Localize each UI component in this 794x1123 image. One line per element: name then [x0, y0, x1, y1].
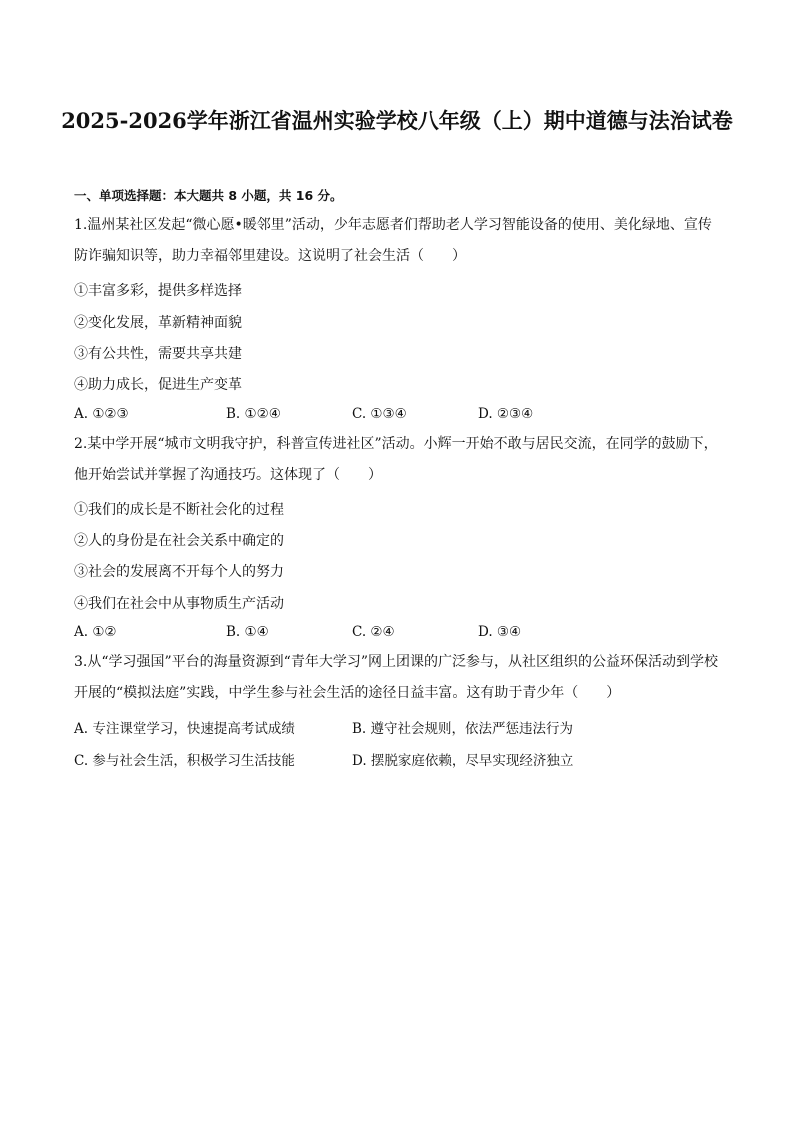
section-heading: 一、单项选择题：本大题共 8 小题，共 16 分。 — [74, 188, 343, 203]
question-3-option-b[interactable]: B. 遵守社会规则，依法严惩违法行为 — [352, 721, 574, 737]
question-2-option-d[interactable]: D. ③④ — [478, 624, 522, 640]
question-1-item-2: ②变化发展，革新精神面貌 — [74, 315, 242, 331]
question-2-item-1: ①我们的成长是不断社会化的过程 — [74, 502, 284, 518]
exam-title: 2025-2026学年浙江省温州实验学校八年级（上）期中道德与法治试卷 — [61, 108, 733, 133]
question-3-stem: 3.从“学习强国”平台的海量资源到“青年大学习”网上团课的广泛参与，从社区组织的公益环保活动到学校开展的“模拟法庭”实践，中学生参与社会生活的途径日益丰富。这有助于青少年（ ） — [74, 654, 718, 701]
question-1-item-3: ③有公共性，需要共享共建 — [74, 346, 242, 362]
question-1-item-4: ④助力成长，促进生产变革 — [74, 377, 242, 393]
question-3-option-d[interactable]: D. 摆脱家庭依赖，尽早实现经济独立 — [352, 753, 574, 769]
question-2-item-2: ②人的身份是在社会关系中确定的 — [74, 533, 284, 549]
question-2-option-c[interactable]: C. ②④ — [352, 624, 395, 640]
question-2-item-4: ④我们在社会中从事物质生产活动 — [74, 596, 284, 612]
question-1-option-b[interactable]: B. ①②④ — [226, 406, 281, 422]
question-1-item-1: ①丰富多彩，提供多样选择 — [74, 283, 242, 299]
question-1-option-d[interactable]: D. ②③④ — [478, 406, 534, 422]
question-1-option-a[interactable]: A. ①②③ — [74, 406, 129, 422]
question-2-item-3: ③社会的发展离不开每个人的努力 — [74, 564, 284, 580]
question-3-option-a[interactable]: A. 专注课堂学习，快速提高考试成绩 — [74, 721, 295, 737]
question-3-option-c[interactable]: C. 参与社会生活，积极学习生活技能 — [74, 753, 295, 769]
question-2-stem: 2.某中学开展“城市文明我守护，科普宣传进社区”活动。小辉一开始不敢与居民交流，在同学的鼓励下，他开始尝试并掌握了沟通技巧。这体现了（ ） — [74, 436, 718, 483]
question-2-option-b[interactable]: B. ①④ — [226, 624, 269, 640]
question-1-stem: 1.温州某社区发起“微心愿•暖邻里”活动，少年志愿者们帮助老人学习智能设备的使用、美化绿地、宣传防诈骗知识等，助力幸福邻里建设。这说明了社会生活（ ） — [74, 217, 712, 264]
question-1-option-c[interactable]: C. ①③④ — [352, 406, 407, 422]
question-2-option-a[interactable]: A. ①② — [74, 624, 117, 640]
